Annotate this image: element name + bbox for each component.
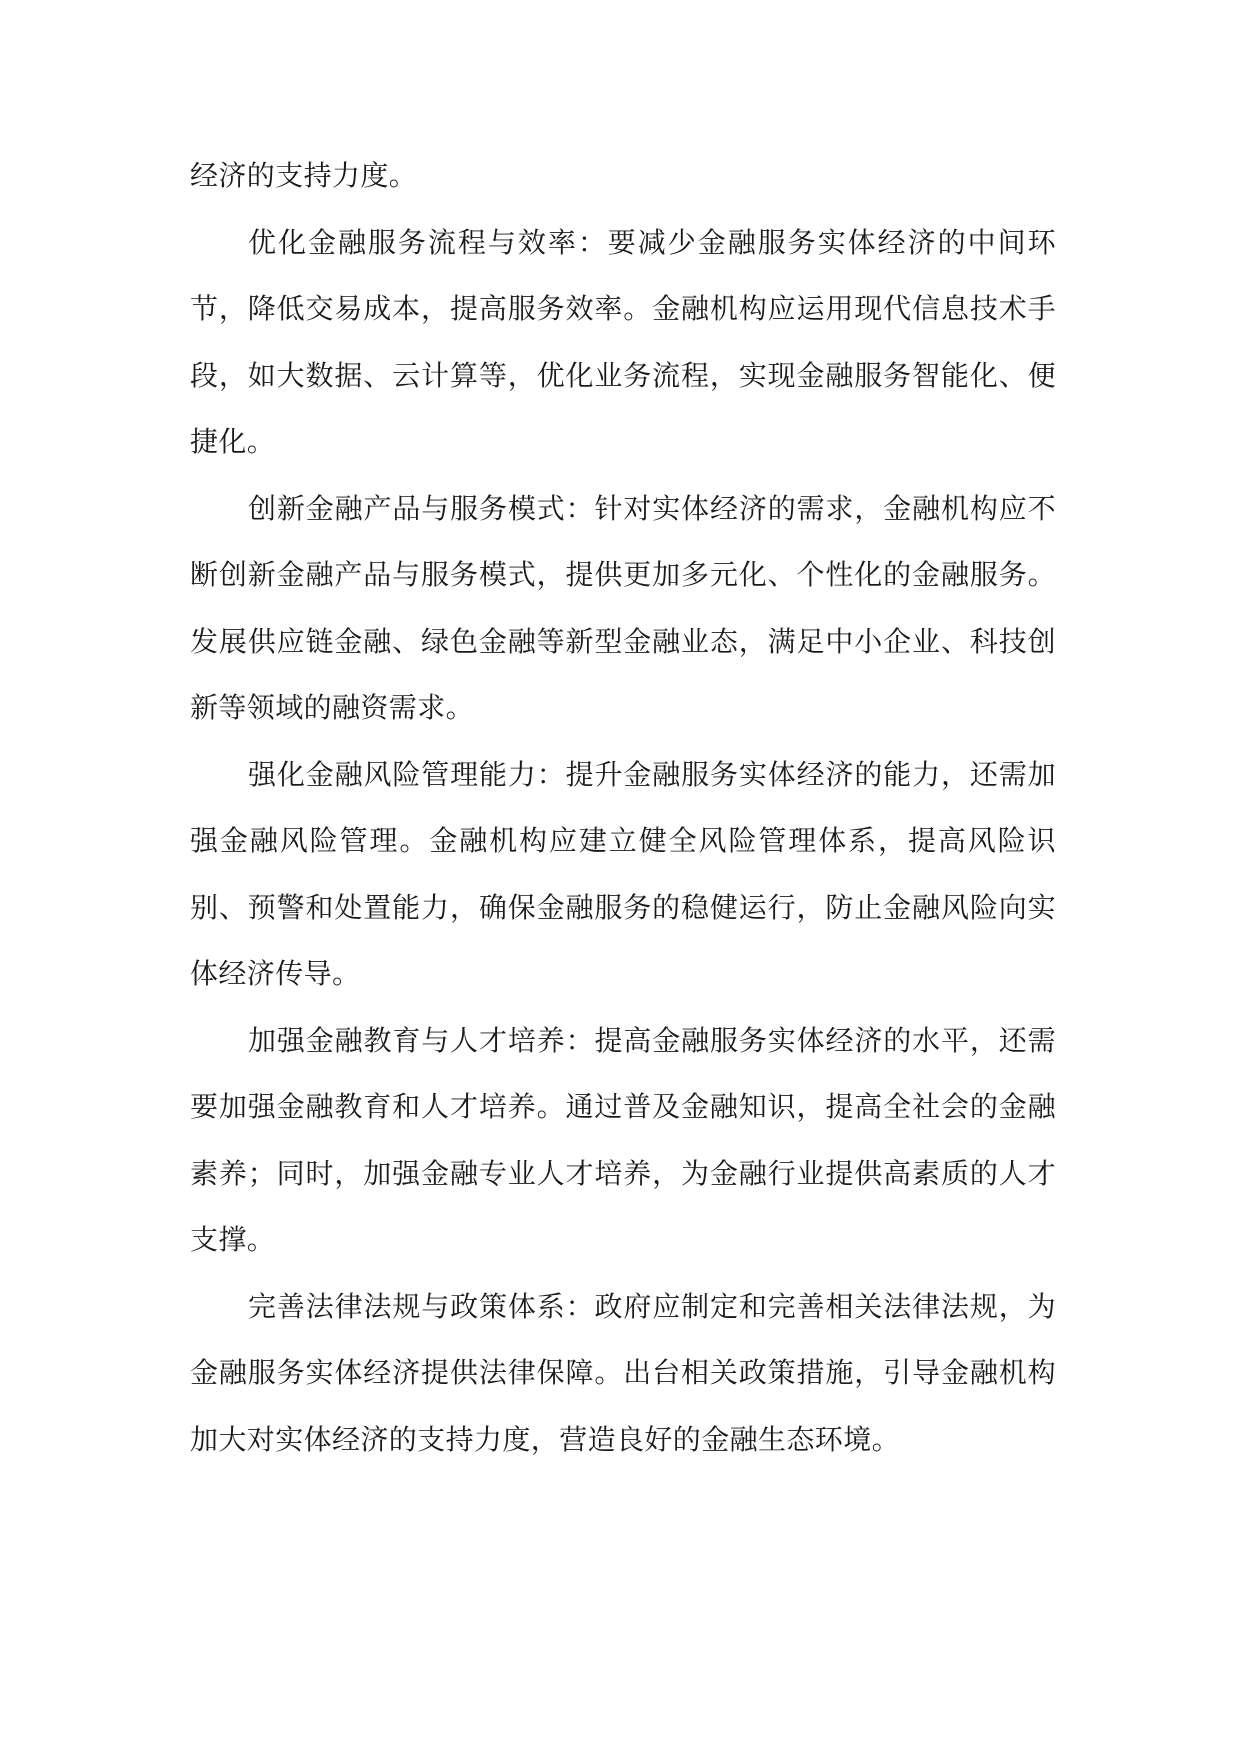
paragraph-continuation: 经济的支持力度。 (190, 159, 418, 192)
document-body (190, 143, 1056, 1473)
paragraph-optimize-service-process: 优化金融服务流程与效率：要减少金融服务实体经济的中间环节，降低交易成本，提高服务效率。金融机构应运用现代信息技术手段，如大数据、云计算等，优化业务流程，实现金融服务智能化、便捷化。 (190, 225, 1056, 458)
paragraph-laws-policies: 完善法律法规与政策体系：政府应制定和完善相关法律法规，为金融服务实体经济提供法律保障。出台相关政策措施，引导金融机构加大对实体经济的支持力度，营造良好的金融生态环境。 (190, 1289, 1056, 1456)
paragraph-innovate-products: 创新金融产品与服务模式：针对实体经济的需求，金融机构应不断创新金融产品与服务模式，提供更加多元化、个性化的金融服务。发展供应链金融、绿色金融等新型金融业态，满足中小企业、科技创新等领域的融资需求。 (190, 491, 1056, 724)
paragraph-risk-management: 强化金融风险管理能力：提升金融服务实体经济的能力，还需加强金融风险管理。金融机构应建立健全风险管理体系，提高风险识别、预警和处置能力，确保金融服务的稳健运行，防止金融风险向实体经济传导。 (190, 757, 1056, 990)
paragraph-education-talent: 加强金融教育与人才培养：提高金融服务实体经济的水平，还需要加强金融教育和人才培养。通过普及金融知识，提高全社会的金融素养；同时，加强金融专业人才培养，为金融行业提供高素质的人才支撑。 (190, 1023, 1056, 1256)
